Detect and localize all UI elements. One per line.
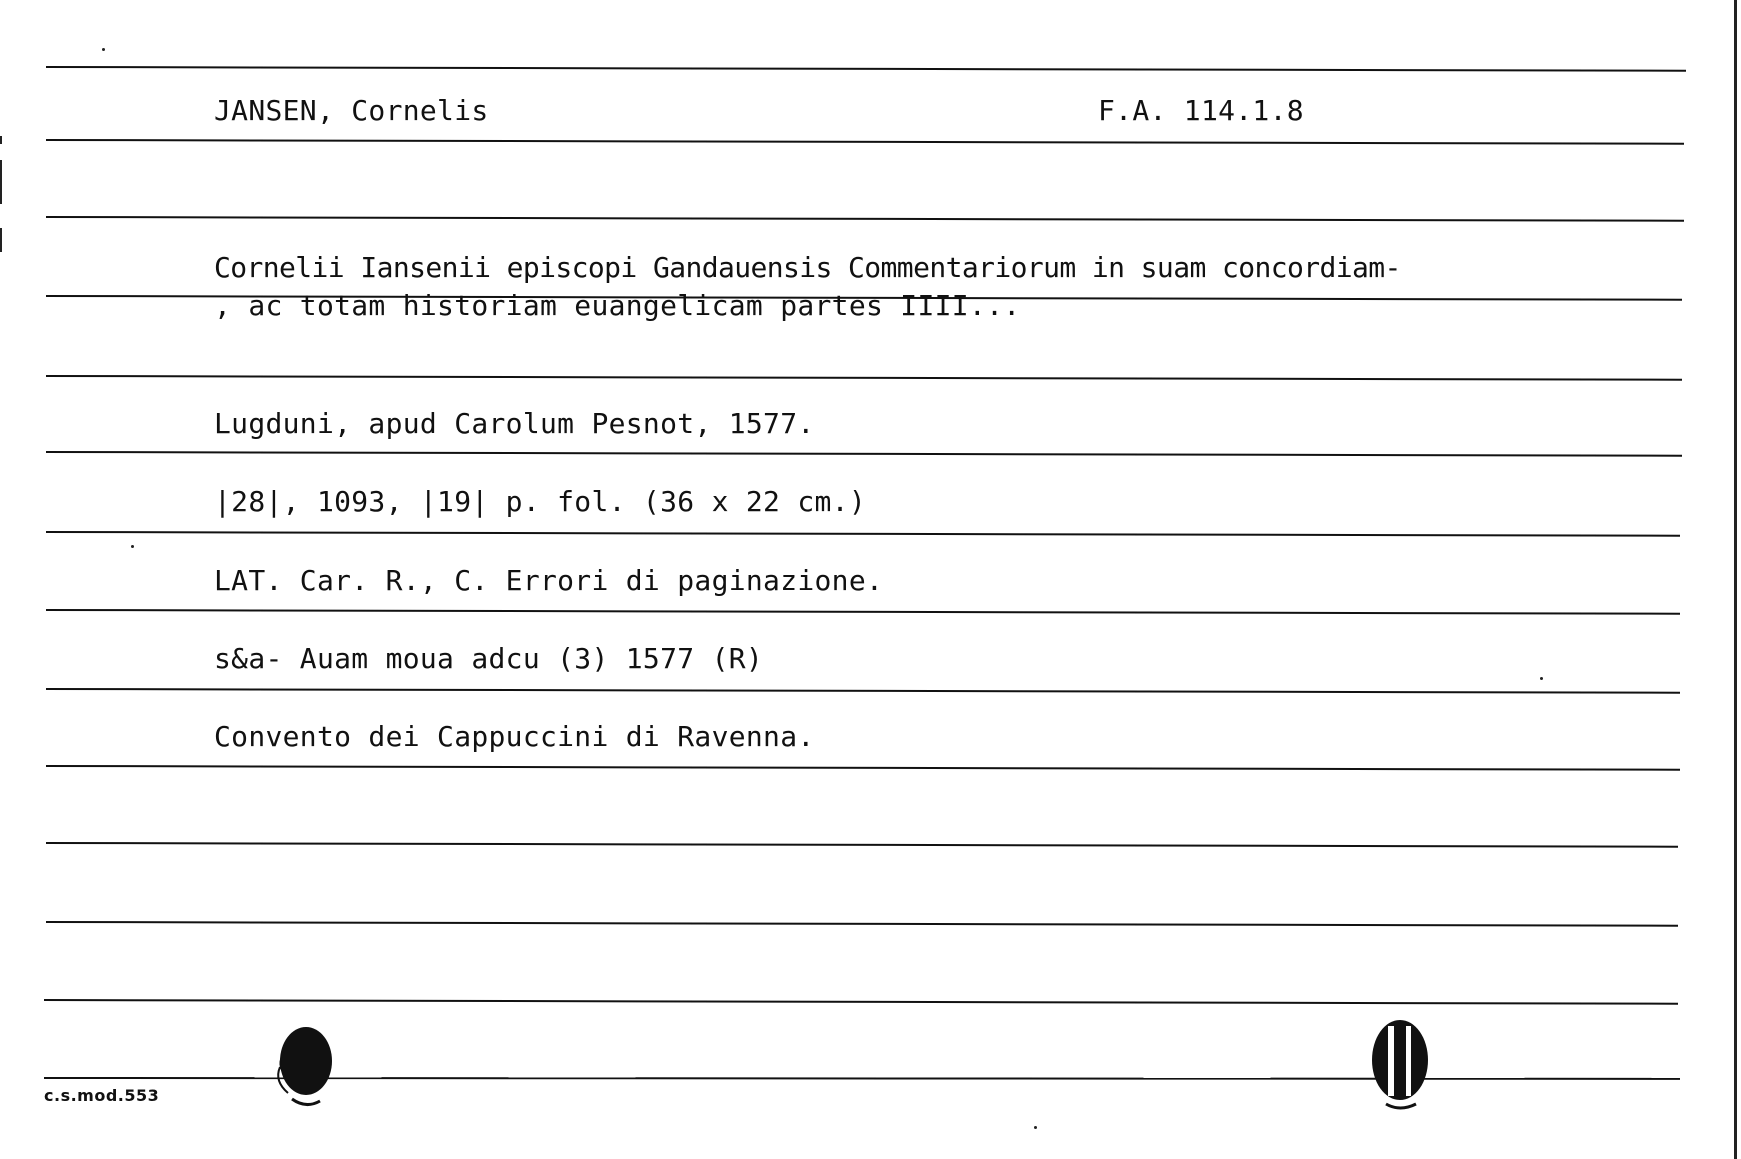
card-edge: [1734, 0, 1737, 1159]
fingerprint: s&a- Auam moua adcu (3) 1577 (R): [214, 642, 764, 675]
collation: |28|, 1093, |19| p. fol. (36 x 22 cm.): [214, 485, 866, 518]
scan-mark: [0, 160, 2, 204]
ruled-line: [46, 375, 1682, 381]
speck: [1034, 1126, 1037, 1129]
speck: [131, 545, 134, 548]
title-line-2: , ac totam historiam euangelicam partes IIII...: [214, 289, 1021, 322]
speck: [1540, 677, 1543, 680]
ruled-line: [44, 999, 1678, 1005]
ruled-line: [46, 609, 1680, 615]
punch-hole-left: [262, 1015, 344, 1115]
author-heading: JANSEN, Cornelis: [214, 94, 489, 127]
ruled-line: [46, 66, 1686, 72]
provenance: Convento dei Cappuccini di Ravenna.: [214, 720, 815, 753]
scan-mark: [0, 136, 2, 144]
ruled-line: [46, 842, 1678, 848]
scan-mark: [0, 228, 2, 252]
ruled-line: [46, 216, 1684, 222]
title-line-1: Cornelii Iansenii episcopi Gandauensis Commentariorum in suam concordiam-: [214, 251, 1401, 284]
ruled-line: [46, 765, 1680, 771]
shelfmark: F.A. 114.1.8: [1098, 94, 1304, 127]
ruled-line: [46, 139, 1684, 145]
ruled-line: [46, 451, 1682, 457]
imprint: Lugduni, apud Carolum Pesnot, 1577.: [214, 407, 815, 440]
ruled-line: [46, 921, 1678, 927]
form-code: c.s.mod.553: [44, 1086, 160, 1105]
notes: LAT. Car. R., C. Errori di paginazione.: [214, 564, 884, 597]
ruled-line: [46, 688, 1680, 694]
speck: [102, 48, 105, 51]
punch-hole-right: [1358, 1010, 1440, 1114]
ruled-line: [46, 531, 1680, 537]
